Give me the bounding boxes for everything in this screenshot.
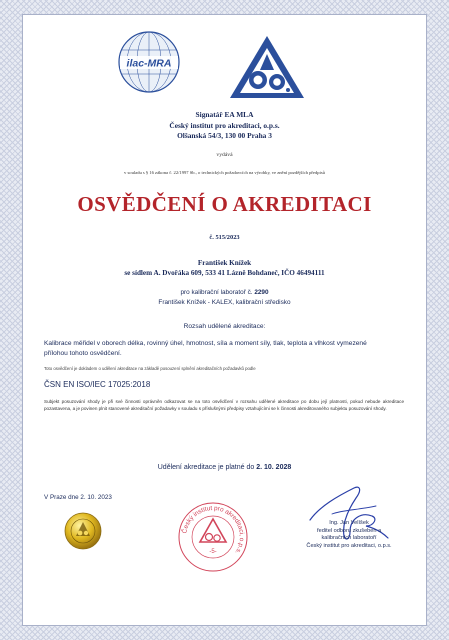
laboratory-name: František Knížek - KALEX, kalibrační středisko (158, 298, 291, 306)
stamp-number: -5- (209, 549, 217, 555)
institute-address: Olšanská 54/3, 130 00 Praha 3 (177, 131, 272, 140)
issues-text: vydává (216, 152, 233, 158)
laboratory-label: pro kalibrační laboratoř č. (180, 289, 253, 296)
holder-address: se sídlem A. Dvořáka 609, 533 41 Lázně Bohdaneč, IČO 46494111 (124, 269, 325, 277)
laboratory-block (22, 288, 427, 307)
institute-name: Český institut pro akreditaci, o.p.s. (169, 120, 280, 130)
validity-label: Udělení akreditace je platné do (157, 464, 255, 471)
standard-reference: ČSN EN ISO/IEC 17025:2018 (44, 380, 151, 389)
validity-line (22, 464, 427, 471)
validity-date: 2. 10. 2028 (256, 464, 292, 471)
basis-statement: Toto osvědčení je dokladem o udělení akreditace na základě posouzení splnění akreditačních požadavků podle (44, 366, 256, 371)
signer-name: Ing. Jan Velíšek (329, 520, 369, 526)
certificate-title: OSVĚDČENÍ O AKREDITACI (77, 192, 372, 216)
stamp-ring-text: Český institut pro akreditaci, o.p.s. (181, 504, 246, 556)
certificate-number: č. 515/2023 (209, 234, 240, 241)
ilac-logo-text: ilac-MRA (126, 57, 172, 70)
scope-body: Kalibrace měřidel v oborech délka, rovinný úhel, hmotnost, síla a moment síly, tlak, teplota a vlhkost vymezené přílohou tohoto osvědčení. (44, 340, 367, 357)
signer-role-2: kalibračních laboratoří (321, 535, 377, 542)
signatory-block (22, 110, 427, 142)
signer-block (274, 520, 424, 550)
issue-place-date: V Praze dne 2. 10. 2023 (44, 494, 112, 501)
signer-role-1: ředitel odboru zkušeben a (316, 527, 382, 534)
gold-seal-icon (64, 512, 102, 550)
holder-block (22, 258, 427, 278)
institute-stamp (174, 500, 252, 574)
holder-name: František Knížek (197, 259, 252, 267)
signer-organization: Český institut pro akreditaci, o.p.s. (306, 542, 392, 549)
legal-basis-text: v souladu s § 16 zákona č. 22/1997 Sb., o technických požadavcích na výrobky, ve znění pozdějších předpisů (124, 170, 325, 175)
laboratory-number: 2290 (254, 289, 269, 296)
conformity-statement: Subjekt posuzování shody je při své činnosti oprávněn odkazovat se na toto osvědčení v rozsahu udělené akreditace po dobu její platnosti, pokud nebude akreditace pozastavena, a je povinen plnit stanovené akreditační požadavky v souladu s příslušnými předpisy vztahujícími se k činnosti akreditovaného subjektu posuzování shody. (44, 399, 404, 411)
ilac-mra-logo (110, 28, 188, 96)
scope-heading: Rozsah udělené akreditace: (183, 323, 266, 330)
laboratory-number-line (22, 288, 427, 298)
cia-triangle-logo-icon (228, 34, 306, 100)
signatory-ea-mla: Signatář EA MLA (195, 110, 254, 119)
